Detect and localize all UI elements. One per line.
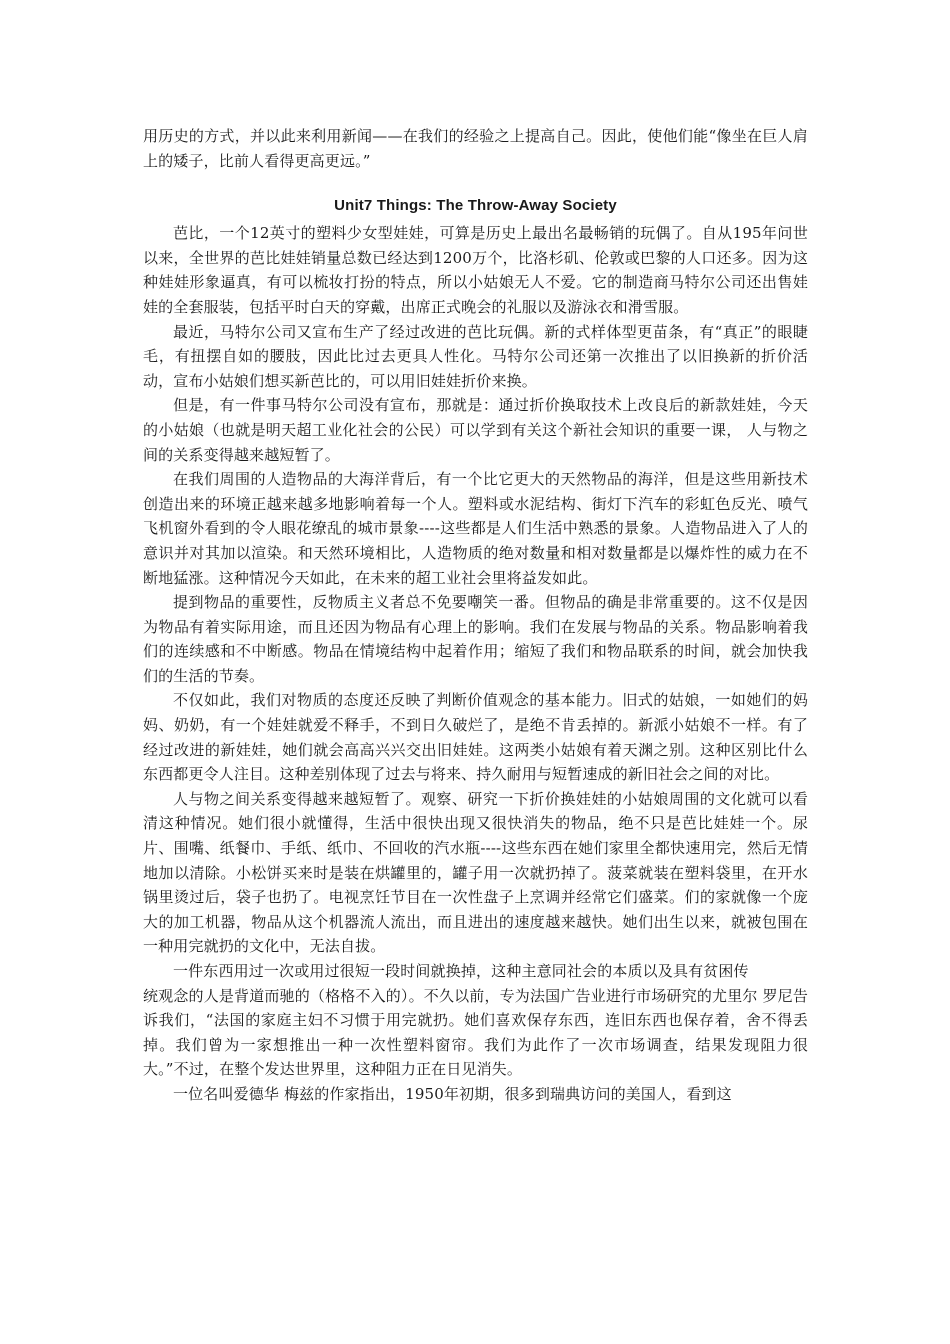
- paragraph-new-barbie: 最近，马特尔公司又宣布生产了经过改进的芭比玩偶。新的式样体型更苗条，有“真正”的眼睫毛，有扭摆自如的腰肢，因此比过去更具人性化。马特尔公司还第一次推出了以旧换新的折价活动，宣布小姑娘们想买新芭比的，可以用旧娃娃折价来换。: [143, 322, 808, 390]
- paragraph-throwaway-culture: 人与物之间关系变得越来越短暂了。观察、研究一下折价换娃娃的小姑娘周围的文化就可以看清这种情况。她们很小就懂得，生活中很快出现又很快消失的物品，绝不只是芭比娃娃一个。尿片、围嘴、纸餐巾、手纸、纸巾、不回收的汽水瓶----这些东西在她们家里全都快速用完，然后无情地加以清除。小松饼买来时是装在烘罐里的，罐子用一次就扔掉了。菠菜就装在塑料袋里，在开水锅里烫过后，袋子也扔了。电视烹饪节目在一次性盘子上烹调并经常它们盛菜。们的家就像一个庞大的加工机器，物品从这个机器流人流出，而且进出的速度越来越快。她们出生以来，就被包围在一种用完就扔的文化中，无法自拔。: [143, 789, 808, 956]
- paragraph-lesson: 但是，有一件事马特尔公司没有宣布，那就是：通过折价换取技术上改良后的新款娃娃，今天的小姑娘（也就是明天超工业化社会的公民）可以学到有关这个新社会知识的重要一课， 人与物之间的关系变得越来越短暂了。: [143, 396, 808, 464]
- paragraph-importance-of-things: 提到物品的重要性，反物质主义者总不免要嘲笑一番。但物品的确是非常重要的。这不仅是因为物品有着实际用途，而且还因为物品有心理上的影响。我们在发展与物品的关系。物品影响着我们的连续感和不中断感。物品在情境结构中起着作用；缩短了我们和物品联系的时间，就会加快我们的生活的节奏。: [143, 593, 808, 685]
- paragraph-edward-maze: 一位名叫爱德华 梅兹的作家指出，1950年初期，很多到瑞典访问的美国人，看到这: [173, 1084, 732, 1103]
- paragraph-barbie-intro: 芭比，一个12英寸的塑料少女型娃娃，可算是历史上最出名最畅销的玩偶了。自从195年问世以来，全世界的芭比娃娃销量总数已经达到1200万个，比洛杉矶、伦敦或巴黎的人口还多。因为这种娃娃形象逼真，有可以梳妆打扮的特点，所以小姑娘无人不爱。它的制造商马特尔公司还出售娃娃的全套服装，包括平时白天的穿戴，出席正式晚会的礼服以及游泳衣和滑雪服。: [143, 224, 808, 316]
- paragraph-poverty-tradition: 一件东西用过一次或用过很短一段时间就换掉，这种主意同社会的本质以及具有贫困传: [173, 962, 749, 980]
- paragraph-values: 不仅如此，我们对物质的态度还反映了判断价值观念的基本能力。旧式的姑娘，一如她们的妈妈、奶奶，有一个娃娃就爱不释手，不到日久破烂了，是绝不肯丢掉的。新派小姑娘不一样。有了经过改进的新娃娃，她们就会高高兴兴交出旧娃娃。这两类小姑娘有着天渊之别。这种区别比什么东西都更令人注目。这种差别体现了过去与将来、持久耐用与短暂速成的新旧社会之间的对比。: [143, 691, 808, 784]
- unit-title: Unit7 Things: The Throw-Away Society: [334, 197, 617, 215]
- document-page: [143, 124, 808, 1107]
- paragraph-artificial-environment: 在我们周围的人造物品的大海洋背后，有一个比它更大的天然物品的海洋，但是这些用新技术创造出来的环境正越来越多地影响着每一个人。塑料或水泥结构、街灯下汽车的彩虹色反光、喷气飞机窗外看到的令人眼花缭乱的城市景象----这些都是人们生活中熟悉的景象。人造物品进入了人的意识并对其加以渲染。和天然环境相比，人造物质的绝对数量和相对数量都是以爆炸性的威力在不断地猛涨。这种情况今天如此，在未来的超工业社会里将益发如此。: [143, 470, 808, 587]
- intro-paragraph: 用历史的方式，并以此来利用新闻——在我们的经验之上提高自己。因此，使他们能“像坐在巨人肩上的矮子，比前人看得更高更远。”: [143, 127, 808, 170]
- paragraph-french-housewives: 统观念的人是背道而驰的（格格不入的）。不久以前，专为法国广告业进行市场研究的尤里尔 罗尼告诉我们，“法国的家庭主妇不习惯于用完就扔。她们喜欢保存东西，连旧东西也保存着，舍不得丢掉。我们曾为一家想推出一种一次性塑料窗帘。我们为此作了一次市场调查，结果发现阻力很大。”不过，在整个发达世界里，这种阻力正在日见消失。: [143, 986, 808, 1079]
